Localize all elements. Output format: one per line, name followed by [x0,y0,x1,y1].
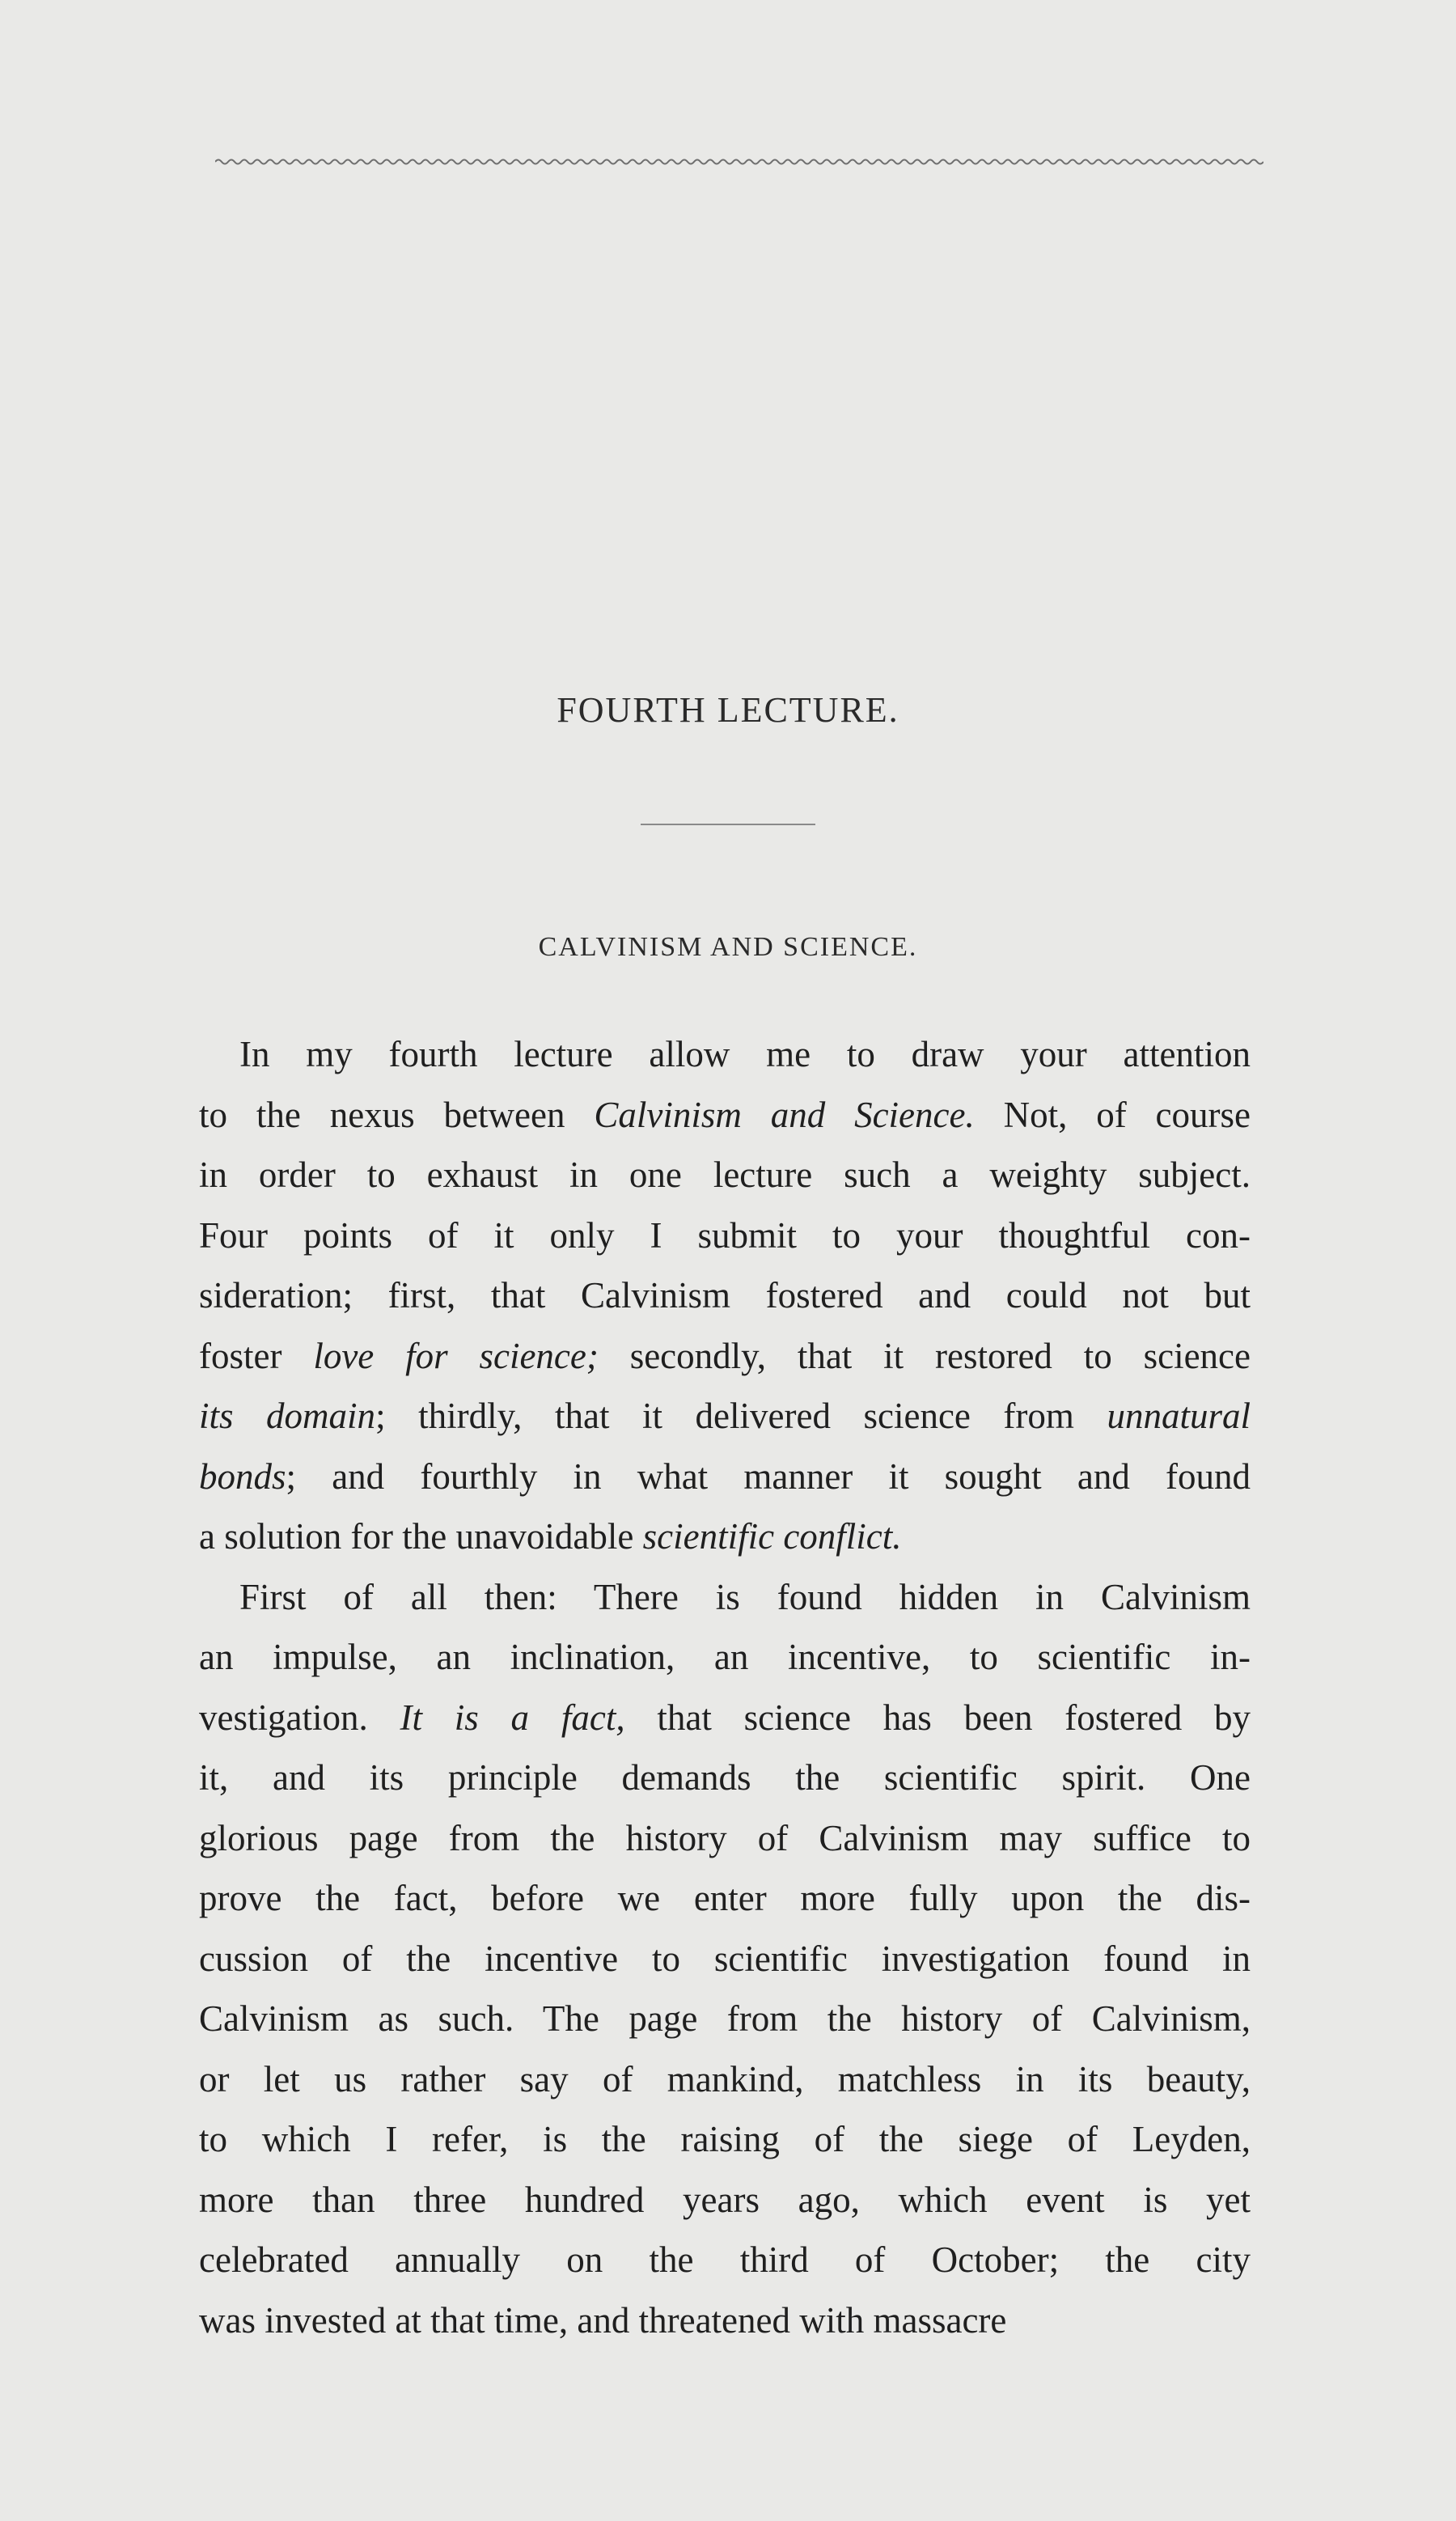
text-line [199,2230,1251,2290]
text-segment: First of all then: There is found hidden in Calvinism [239,1576,1251,1617]
text-segment: Not, of course [974,1094,1251,1135]
text-segment: in order to exhaust in one lecture such a weighty subject. [199,1155,1251,1195]
italic-text: bonds [199,1455,286,1497]
text-segment: or let us rather say of mankind, matchless in its beauty, [199,2058,1251,2099]
text-line [199,1145,1251,1205]
text-line [199,2109,1251,2170]
text-line [199,1447,1251,1507]
text-segment: to the nexus between [199,1094,595,1135]
body-text [199,1024,1251,2350]
text-segment: secondly, that it restored to science [598,1335,1251,1376]
title-divider [641,824,815,825]
text-segment: cussion of the incentive to scientific investigation found in [199,1938,1251,1979]
text-line [199,2290,1251,2351]
text-line [199,1989,1251,2049]
wavy-ornament-rule [215,152,1263,172]
text-line [199,1205,1251,1266]
text-line [199,1627,1251,1688]
text-line [199,1506,1251,1567]
text-line [199,1567,1251,1628]
text-segment: prove the fact, before we enter more fully upon the dis- [199,1878,1251,1918]
text-line [199,1386,1251,1447]
text-line [199,2170,1251,2231]
text-segment: glorious page from the history of Calvinism may suffice to [199,1817,1251,1858]
text-segment: ; thirdly, that it delivered science from [375,1396,1107,1436]
italic-text: unnatural [1107,1396,1251,1436]
text-line [199,1265,1251,1326]
text-segment: foster [199,1335,314,1376]
italic-text: love for science; [313,1335,599,1376]
text-segment: an impulse, an inclination, an incentive, to scientific in- [199,1637,1251,1677]
text-line [199,2049,1251,2110]
text-segment: sideration; first, that Calvinism fostered and could not but [199,1275,1251,1316]
text-segment: a solution for the unavoidable [199,1516,643,1557]
text-line [199,1688,1251,1748]
text-line [199,1808,1251,1869]
text-segment: ; and fourthly in what manner it sought and found [286,1455,1251,1497]
text-segment: vestigation. [199,1697,400,1738]
text-segment: Four points of it only I submit to your thoughtful con- [199,1214,1251,1256]
italic-text: It is a fact, [400,1697,625,1738]
text-segment: celebrated annually on the third of October; the city [199,2239,1251,2280]
text-line [199,1085,1251,1146]
section-title: CALVINISM AND SCIENCE. [538,932,918,962]
text-segment: that science has been fostered by [624,1697,1251,1738]
text-line [199,1326,1251,1387]
text-segment: In my fourth lecture allow me to draw your attention [239,1034,1251,1074]
text-line [199,1929,1251,1989]
italic-text: its domain [199,1396,376,1436]
italic-text: Calvinism and Science. [594,1094,975,1135]
text-segment: it, and its principle demands the scientific spirit. One [199,1757,1251,1798]
text-segment: more than three hundred years ago, which event is yet [199,2179,1251,2220]
text-segment: to which I refer, is the raising of the siege of Leyden, [199,2119,1251,2159]
text-segment: was invested at that time, and threatened with massacre [199,2299,1007,2341]
lecture-title: FOURTH LECTURE. [557,690,899,730]
text-line [199,1748,1251,1808]
italic-text: scientific conflict. [642,1516,902,1557]
text-line [199,1024,1251,1085]
text-segment: Calvinism as such. The page from the history of Calvinism, [199,1998,1251,2039]
text-line [199,1868,1251,1929]
